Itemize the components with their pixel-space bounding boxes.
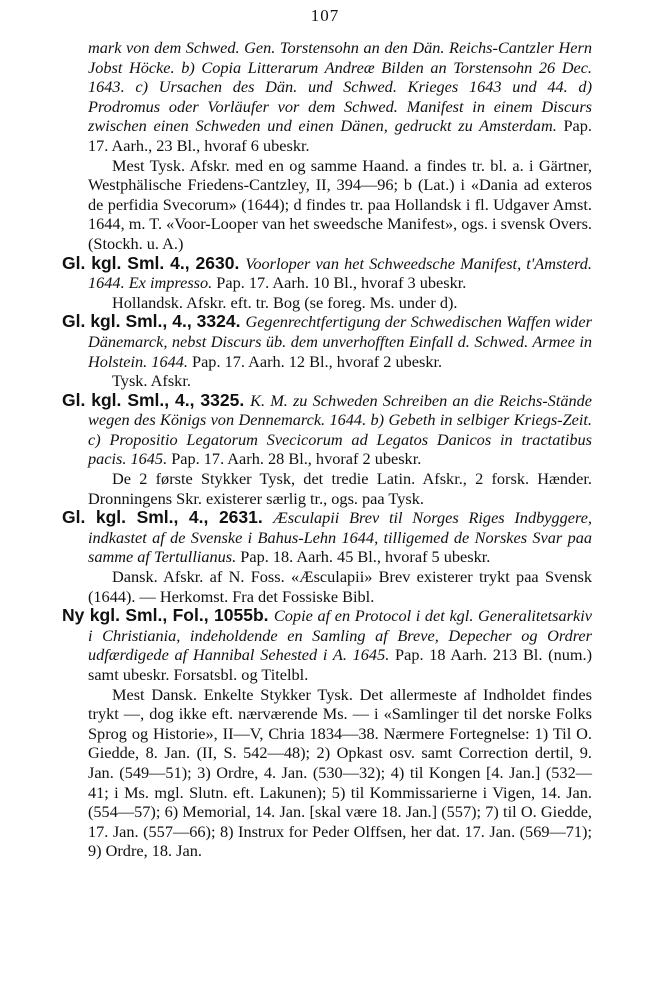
- shelfmark: Gl. kgl. Sml., 4., 3324.: [62, 311, 246, 332]
- catalog-entry: [62, 312, 592, 371]
- entry-details: Pap. 17. Aarh., 23 Bl., hvoraf 6 ubeskr.: [88, 116, 592, 155]
- shelfmark: Gl. kgl. Sml. 4., 2630.: [62, 252, 246, 273]
- entry-details: Pap. 18. Aarh. 45 Bl., hvoraf 5 ubeskr.: [240, 547, 491, 567]
- entry-continued: [62, 38, 592, 156]
- entry-note: Tysk. Afskr.: [112, 371, 191, 391]
- entry-title: Copie af en Protocol i det kgl. Generalitetsarkiv i Christiania, indeholdende en Samling af Breve, Depecher og Ordrer udfærdigede af Hannibal Sehested i A. 1645.: [88, 606, 592, 665]
- entry-details: Pap. 18 Aarh. 213 Bl. (num.) samt ubeskr. Forsatsbl. og Titelbl.: [88, 645, 593, 684]
- entry-title: Voorloper van het Schweedsche Manifest, t'Amsterd. 1644. Ex impresso.: [88, 253, 592, 293]
- shelfmark: Gl. kgl. Sml., 4., 3325.: [62, 389, 251, 410]
- entry-title: mark von dem Schwed. Gen. Torstensohn an den Dän. Reichs-Cantzler Hern Jobst Höcke. b) Copia Litterarum Andreæ Bilden an Torstensohn 26 Dec. 1643. c) Ursachen des Dän. und Schwed. Krieges 1643 und 44. d) Prodromus oder Vorläufer vor dem Schwed. Manifest in einem Discurs zwischen einen Schweden und einen Dänen, gedruckt zu Amsterdam.: [88, 38, 592, 136]
- entry-note: Mest Tysk. Afskr. med en og samme Haand. a findes tr. bl. a. i Gärtner, Westphälische Friedens-Cantzley, II, 394—96; b (Lat.) i «Dania ad exteros de perfidia Svecorum» (1644); d findes tr. paa Hollandsk i fl. Udgaver Amst. 1644, m. T. «Voor-Looper van het sweedsche Manifest», ogs. i svensk Overs. (Stockh. u. A.): [88, 155, 592, 253]
- shelfmark: Ny kgl. Sml., Fol., 1055b.: [62, 605, 274, 626]
- entry-details: Pap. 17. Aarh. 10 Bl., hvoraf 3 ubeskr.: [216, 273, 467, 293]
- entry-note: Hollandsk. Afskr. eft. tr. Bog (se foreg. Ms. under d).: [112, 292, 458, 312]
- entry-details: Pap. 17. Aarh. 28 Bl., hvoraf 2 ubeskr.: [171, 449, 422, 469]
- page-number: 107: [310, 6, 340, 25]
- entry-title: K. M. zu Schweden Schreiben an die Reichs-Stände wegen des Königs von Dennemarck. 1644. b) Gebeth in selbiger Kriegs-Zeit. c) Propositio Legatorum Svecicorum ad Legatos Danicos in tractatibus pacis. 1645.: [88, 390, 592, 469]
- entry-note: De 2 første Stykker Tysk, det tredie Latin. Afskr., 2 forsk. Hænder. Dronningens Skr. existerer særlig tr., ogs. paa Tysk.: [88, 469, 592, 508]
- catalog-text: [62, 38, 592, 861]
- shelfmark: Gl. kgl. Sml., 4., 2631.: [62, 507, 274, 528]
- entry-details: Pap. 17. Aarh. 12 Bl., hvoraf 2 ubeskr.: [192, 351, 443, 371]
- entry-title: Æsculapii Brev til Norges Riges Indbyggere, indkastet af de Svenske i Bahus-Lehn 1644, tilligemed de Norskes Svar paa samme af Tertullianus.: [88, 508, 592, 567]
- catalog-entry: [62, 391, 592, 469]
- entry-title: Gegenrechtfertigung der Schwedischen Waffen wider Dänemarck, nebst Discurs üb. dem unverhofften Einfall d. Schwed. Armee in Holstein. 1644.: [88, 312, 592, 371]
- entry-note: Mest Dansk. Enkelte Stykker Tysk. Det allermeste af Indholdet findes trykt —, dog ikke eft. nærværende Ms. — i «Samlinger til det norske Folks Sprog og Historie», II—V, Chria 1834—38. Nærmere Fortegnelse: 1) Til O. Giedde, 8. Jan. (II, S. 542—48); 2) Opkast osv. samt Correction dertil, 9. Jan. (549—51); 3) Ordre, 4. Jan. (530—32); 4) til Kongen [4. Jan.] (532—41; i Ms. mgl. Slutn. eft. Lakunen); 5) til Kommissarierne i Vigen, 14. Jan. (554—57); 6) Memorial, 14. Jan. [skal være 18. Jan.] (557); 7) til O. Giedde, 17. Jan. (557—66); 8) Instrux for Peder Olffsen, her dat. 17. Jan. (569—71); 9) Ordre, 18. Jan.: [88, 684, 592, 861]
- catalog-entry: [62, 508, 592, 567]
- catalog-entry: [62, 606, 592, 684]
- catalog-entry: [62, 254, 592, 293]
- entry-note: Dansk. Afskr. af N. Foss. «Æsculapii» Brev existerer trykt paa Svensk (1644). — Herkomst. Fra det Fossiske Bibl.: [88, 567, 592, 606]
